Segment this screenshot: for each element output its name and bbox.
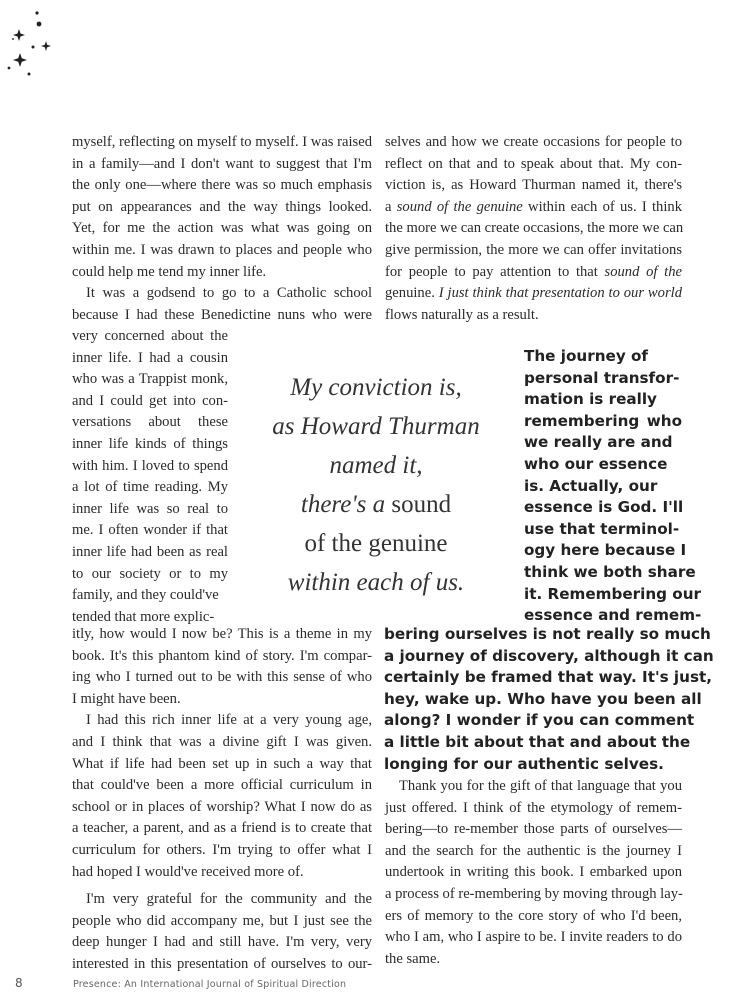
body-line: and I could get into con-: [72, 392, 228, 409]
body-line: me. I often wonder if that: [72, 522, 228, 539]
body-line: ers of memory to the core story of who I'd been,: [385, 907, 682, 924]
right-column-top: [385, 132, 682, 326]
body-line: and the search for the authentic is the journey I: [385, 842, 682, 859]
interview-question-wide: [384, 624, 714, 775]
question-line: a journey of discovery, although it can: [384, 646, 714, 665]
body-line: reflect on that and to speak about that. My con-: [385, 155, 682, 172]
body-line: inner life. I had a cousin: [72, 349, 228, 366]
page-number: 8: [15, 976, 23, 990]
right-column-bottom: [385, 776, 682, 970]
body-line: flows naturally as a result.: [385, 306, 539, 323]
body-line: a process of re-membering by moving through lay-: [385, 885, 683, 902]
body-line: a teacher, a parent, and as a friend is to create that: [72, 820, 372, 837]
body-line: viction is, as Howard Thurman named it, there's: [385, 177, 682, 194]
body-line: to our society or to my: [72, 565, 228, 582]
body-line: inner life had been as real: [72, 543, 228, 560]
body-line: itly, how would I now be? This is a theme in my: [72, 626, 372, 642]
body-line: give permission, the more we can offer invitations: [385, 241, 682, 258]
body-line: could help me tend my inner life.: [72, 263, 267, 280]
body-line: a lot of time reading. My: [72, 479, 228, 496]
body-line: in a family—and I don't want to suggest that I'm: [72, 155, 372, 172]
body-line: that could've been a more official curriculum in: [72, 777, 372, 794]
body-line: school or in places of worship? What I now do as: [72, 798, 372, 815]
pull-quote-line: named it,: [329, 452, 423, 479]
question-line: a little bit about that and about the: [384, 732, 691, 751]
pull-quote: [262, 368, 490, 602]
question-line: ogy here because I: [524, 541, 687, 560]
body-line: I had this rich inner life at a very young age,: [86, 712, 372, 729]
pull-quote-line: My conviction is,: [290, 374, 462, 401]
question-line: certainly be framed that way. It's just,: [384, 668, 713, 687]
pull-quote-line: as Howard Thurman: [272, 413, 480, 440]
question-line: think we both share: [524, 562, 696, 581]
body-line: with him. I loved to spend: [72, 457, 228, 474]
body-line: versations about these: [72, 414, 228, 431]
question-line: it. Remembering our: [524, 584, 702, 603]
question-line: The journey of: [524, 347, 649, 365]
body-line: a sound of the genuine within each of us. I think: [385, 198, 682, 215]
pull-quote-line: there's a sound: [300, 491, 452, 518]
body-line: interested in this presentation of ourselves to our-: [72, 955, 372, 972]
left-column-bottom: [72, 624, 372, 976]
body-line: Yet, for me the action was what was going on: [72, 220, 372, 237]
body-line: family, and they could've: [72, 587, 219, 604]
body-line: very concerned about the: [72, 328, 228, 344]
question-line: essence and remem-: [524, 606, 702, 625]
question-line: use that terminol-: [524, 519, 680, 538]
body-line: and I think that was a divine gift I was given.: [72, 733, 372, 750]
question-line: essence is God. I'll: [524, 498, 684, 517]
body-line: What if life had been set up in such a way that: [72, 755, 372, 772]
body-line: It was a godsend to go to a Catholic school: [86, 285, 372, 302]
body-line: inner life was so real to: [72, 500, 228, 517]
body-line: ing who I turned out to be with this sense of who: [72, 669, 372, 686]
body-line: people who did accompany me, but I just see the: [72, 912, 372, 929]
journal-title: Presence: An International Journal of Spiritual Direction: [73, 979, 347, 990]
body-line: undertook in writing this book. I embarked upon: [385, 864, 682, 881]
body-line: deep hunger I had and still have. I'm very, very: [72, 934, 372, 951]
body-line: who I am, who I aspire to be. I invite readers to do: [385, 929, 682, 946]
body-line: because I had these Benedictine nuns who were: [72, 306, 372, 323]
question-line: hey, wake up. Who have you been all: [384, 689, 702, 708]
body-line: book. It's this phantom kind of story. I'm compar-: [72, 647, 372, 664]
body-line: bering—to re-member those parts of ourselves—: [385, 821, 682, 838]
question-line: who our essence: [524, 454, 668, 473]
body-line: for people to pay attention to that sound of the: [385, 263, 682, 280]
question-line: we really are and: [524, 433, 673, 452]
pull-quote-line: of the genuine: [304, 530, 448, 557]
question-line: mation is really: [524, 390, 657, 409]
interview-question-narrow: [524, 346, 702, 627]
body-line: I might have been.: [72, 690, 181, 707]
body-line: just offered. I think of the etymology of remem-: [385, 799, 682, 816]
body-line: selves and how we create occasions for people to: [385, 134, 682, 150]
body-line: had hoped I would've received more of.: [72, 863, 304, 880]
body-line: genuine. I just think that presentation to our world: [385, 285, 682, 302]
question-line: remembering who: [524, 411, 682, 430]
body-line: put on appearances and the way things looked.: [72, 198, 372, 215]
body-line: the same.: [385, 950, 441, 967]
body-line: Thank you for the gift of that language that you: [399, 778, 682, 794]
question-line: personal transfor-: [524, 368, 680, 387]
body-line: tended that more explic-: [72, 608, 215, 625]
question-line: bering ourselves is not really so much: [384, 625, 711, 643]
body-line: myself, reflecting on myself to myself. I was raised: [72, 134, 372, 150]
body-line: the only one—where there was so much emphasis: [72, 177, 372, 194]
body-line: within me. I was drawn to places and people who: [72, 241, 372, 258]
body-line: who was a Trappist monk,: [72, 371, 228, 388]
sparkle-stars-icon: [0, 0, 70, 90]
body-line: curriculum for others. I'm trying to offer what I: [72, 841, 372, 858]
body-line: inner life kinds of things: [72, 435, 228, 452]
left-column-top: [72, 132, 372, 326]
body-line: I'm very grateful for the community and the: [86, 891, 372, 908]
pull-quote-line: within each of us.: [287, 569, 465, 596]
question-line: longing for our authentic selves.: [384, 754, 664, 773]
question-line: along? I wonder if you can comment: [384, 711, 695, 730]
question-line: is. Actually, our: [524, 476, 658, 495]
left-column-narrow: [72, 326, 228, 628]
body-line: the more we can create occasions, the more we can: [385, 220, 684, 237]
